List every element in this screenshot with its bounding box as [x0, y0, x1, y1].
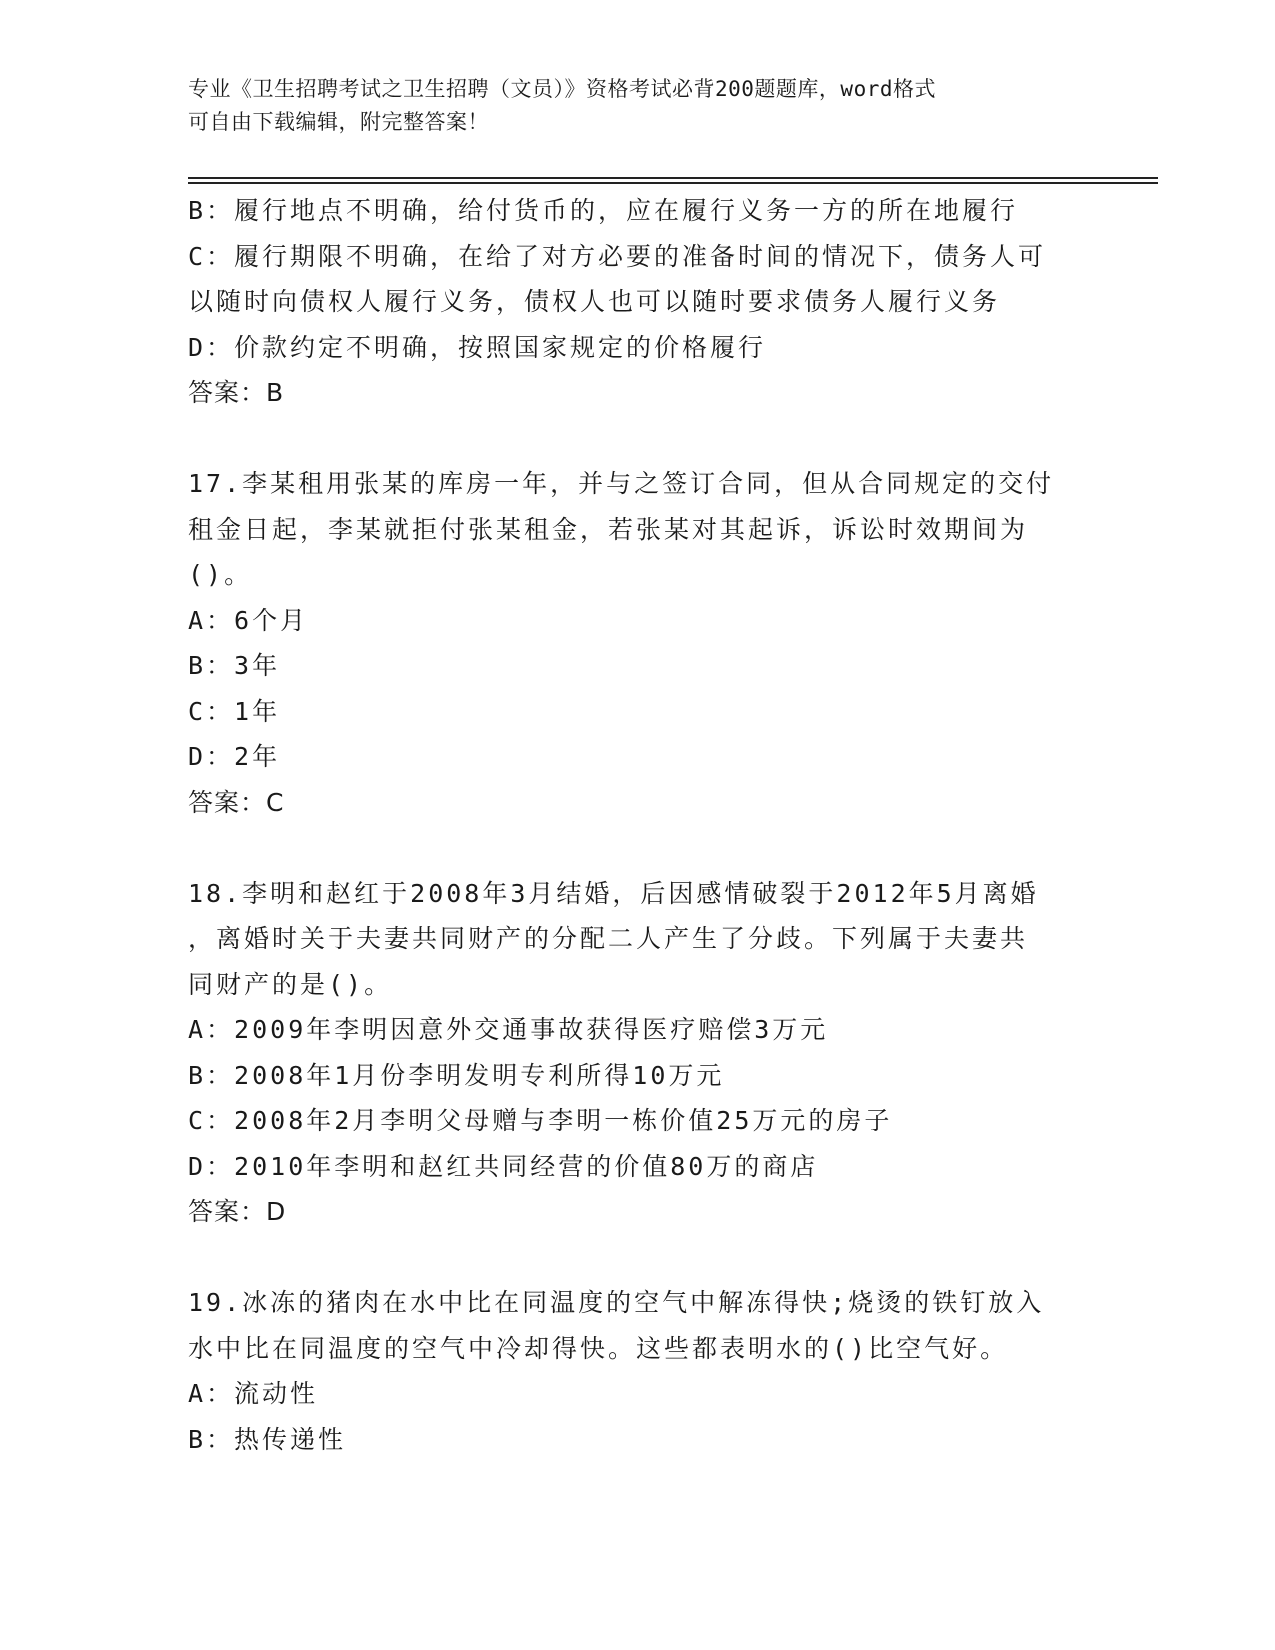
question-18	[188, 871, 1188, 1235]
document-body	[188, 188, 1188, 1462]
q19-option-a: A：流动性	[188, 1379, 319, 1408]
q17-option-a: A：6个月	[188, 605, 309, 635]
q18-option-b: B：2008年1月份李明发明专利所得10万元	[188, 1060, 725, 1090]
q16-option-d: D：价款约定不明确，按照国家规定的价格履行	[188, 332, 767, 362]
q16-answer: 答案：B	[188, 378, 285, 407]
spacer	[188, 825, 1188, 871]
header-rule-bottom	[188, 182, 1158, 184]
question-16-continued	[188, 188, 1188, 416]
q17-option-b: B：3年	[188, 651, 281, 680]
q19-stem-line-1: 19.冰冻的猪肉在水中比在同温度的空气中解冻得快;烧烫的铁钉放入	[188, 1288, 1045, 1317]
q18-stem-line-1: 18.李明和赵红于2008年3月结婚，后因感情破裂于2012年5月离婚	[188, 878, 1039, 908]
q18-option-d: D：2010年李明和赵红共同经营的价值80万的商店	[188, 1151, 819, 1181]
q18-option-a: A：2009年李明因意外交通事故获得医疗赔偿3万元	[188, 1015, 829, 1044]
question-17	[188, 461, 1188, 825]
q16-option-b: B：履行地点不明确，给付货币的，应在履行义务一方的所在地履行	[188, 196, 1019, 225]
q17-stem-line-3: ()。	[188, 560, 253, 589]
q17-option-c: C：1年	[188, 696, 281, 726]
q18-answer: 答案：D	[188, 1197, 287, 1226]
spacer	[188, 1235, 1188, 1281]
spacer	[188, 416, 1188, 462]
q17-stem-line-1: 17.李某租用张某的库房一年，并与之签订合同，但从合同规定的交付	[188, 469, 1055, 498]
q16-option-c-line-2: 以随时向债权人履行义务，债权人也可以随时要求债务人履行义务	[188, 287, 1001, 316]
header-title-line-2: 可自由下载编辑，附完整答案！	[188, 110, 489, 134]
question-19	[188, 1280, 1188, 1462]
document-header	[188, 73, 1068, 139]
q17-answer: 答案：C	[188, 787, 285, 817]
q19-stem-line-2: 水中比在同温度的空气中冷却得快。这些都表明水的()比空气好。	[188, 1333, 1009, 1363]
q19-option-b: B：热传递性	[188, 1424, 347, 1454]
q18-option-c: C：2008年2月李明父母赠与李明一栋价值25万元的房子	[188, 1106, 893, 1135]
header-rule-top	[188, 177, 1158, 179]
header-title-line-1: 专业《卫生招聘考试之卫生招聘（文员）》资格考试必背200题题库，word格式	[188, 77, 936, 101]
q17-stem-line-2: 租金日起，李某就拒付张某租金，若张某对其起诉，诉讼时效期间为	[188, 514, 1029, 544]
q16-option-c-line-1: C：履行期限不明确，在给了对方必要的准备时间的情况下，债务人可	[188, 241, 1047, 271]
q18-stem-line-3: 同财产的是()。	[188, 969, 393, 999]
q17-option-d: D：2年	[188, 742, 281, 771]
q18-stem-line-2: ，离婚时关于夫妻共同财产的分配二人产生了分歧。下列属于夫妻共	[188, 924, 1029, 953]
